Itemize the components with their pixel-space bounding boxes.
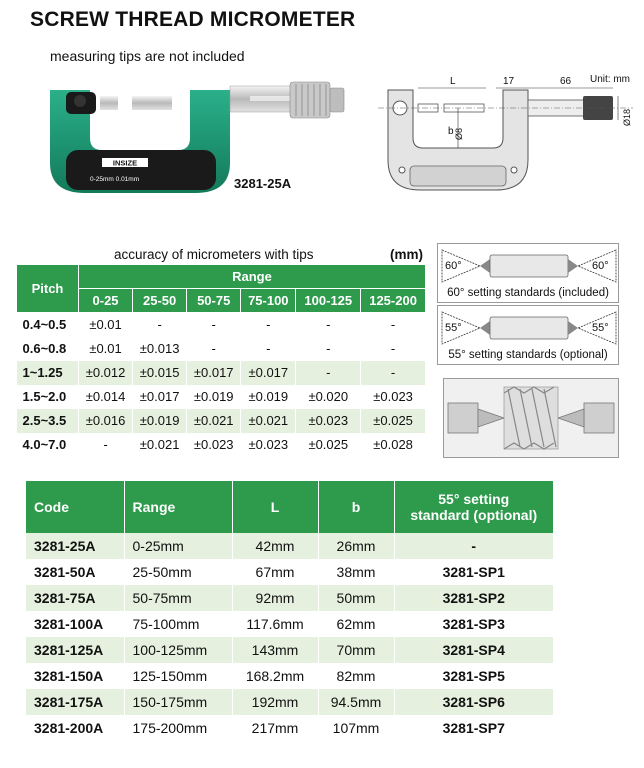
- range-cell: 25-50mm: [124, 559, 232, 585]
- accuracy-cell: -: [241, 313, 296, 337]
- accuracy-cell: ±0.019: [133, 409, 187, 433]
- scale-text: 0-25mm 0.01mm: [90, 176, 140, 183]
- L-cell: 42mm: [232, 533, 318, 559]
- L-cell: 67mm: [232, 559, 318, 585]
- table-row: [26, 689, 554, 715]
- standard-60-caption: 60° setting standards (included): [447, 287, 609, 299]
- accuracy-cell: -: [133, 313, 187, 337]
- setting-standard-header: [394, 481, 554, 533]
- standard-cell: 3281-SP1: [394, 559, 554, 585]
- accuracy-cell: ±0.014: [79, 385, 133, 409]
- standard-cell: 3281-SP3: [394, 611, 554, 637]
- micrometer-photo: [20, 68, 350, 218]
- b-cell: 38mm: [318, 559, 394, 585]
- accuracy-cell: ±0.025: [296, 433, 361, 457]
- accuracy-cell: ±0.021: [241, 409, 296, 433]
- accuracy-cell: ±0.013: [133, 337, 187, 361]
- setting-standard-header-line1: 55° setting: [438, 491, 510, 507]
- thread-illustration: [443, 378, 619, 458]
- dimension-drawing: [378, 68, 638, 218]
- range-col: 75-100: [241, 289, 296, 313]
- dim-b: b: [448, 126, 454, 137]
- range-cell: 75-100mm: [124, 611, 232, 637]
- range-col: 100-125: [296, 289, 361, 313]
- accuracy-cell: -: [79, 433, 133, 457]
- dim-L: L: [450, 76, 456, 87]
- table-row: [26, 637, 554, 663]
- table-row: [26, 533, 554, 559]
- code-cell: 3281-175A: [26, 689, 124, 715]
- range-col: 125-200: [361, 289, 426, 313]
- accuracy-unit: (mm): [390, 247, 423, 262]
- table-row: [26, 663, 554, 689]
- accuracy-cell: ±0.019: [241, 385, 296, 409]
- b-header: b: [318, 481, 394, 533]
- range-col: 50-75: [187, 289, 241, 313]
- b-cell: 70mm: [318, 637, 394, 663]
- angle-label-right: 60°: [592, 260, 609, 272]
- standard-cell: 3281-SP6: [394, 689, 554, 715]
- range-header: Range: [79, 265, 426, 289]
- accuracy-cell: -: [241, 337, 296, 361]
- accuracy-cell: -: [361, 361, 426, 385]
- range-cell: 150-175mm: [124, 689, 232, 715]
- subtitle: measuring tips are not included: [50, 48, 245, 64]
- code-cell: 3281-75A: [26, 585, 124, 611]
- accuracy-cell: ±0.017: [133, 385, 187, 409]
- code-table: [26, 481, 554, 741]
- code-cell: 3281-25A: [26, 533, 124, 559]
- table-row: [17, 433, 426, 457]
- accuracy-cell: ±0.021: [133, 433, 187, 457]
- angle-label-right: 55°: [592, 322, 609, 334]
- table-row: [26, 585, 554, 611]
- setting-standard-60: [437, 243, 619, 303]
- L-cell: 192mm: [232, 689, 318, 715]
- standard-cell: 3281-SP5: [394, 663, 554, 689]
- pitch-cell: 0.4~0.5: [17, 313, 79, 337]
- table-row: [26, 715, 554, 741]
- accuracy-title: accuracy of micrometers with tips: [114, 247, 314, 262]
- accuracy-cell: ±0.012: [79, 361, 133, 385]
- code-header: Code: [26, 481, 124, 533]
- accuracy-cell: ±0.023: [361, 385, 426, 409]
- setting-standard-header-line2: standard (optional): [410, 507, 538, 523]
- L-header: L: [232, 481, 318, 533]
- setting-standard-55: [437, 305, 619, 365]
- accuracy-cell: ±0.025: [361, 409, 426, 433]
- accuracy-cell: -: [187, 313, 241, 337]
- angle-label-left: 60°: [445, 260, 462, 272]
- L-cell: 143mm: [232, 637, 318, 663]
- L-cell: 92mm: [232, 585, 318, 611]
- b-cell: 26mm: [318, 533, 394, 559]
- standard-cell: -: [394, 533, 554, 559]
- dim-66: 66: [560, 76, 572, 87]
- table-row: [17, 361, 426, 385]
- accuracy-cell: ±0.023: [296, 409, 361, 433]
- accuracy-cell: -: [296, 313, 361, 337]
- thread-measuring-icon: [444, 379, 618, 457]
- photo-model-label: 3281-25A: [234, 176, 292, 191]
- code-cell: 3281-50A: [26, 559, 124, 585]
- accuracy-cell: ±0.021: [187, 409, 241, 433]
- page-title: SCREW THREAD MICROMETER: [30, 8, 356, 31]
- dim-17: 17: [503, 76, 515, 87]
- accuracy-cell: ±0.01: [79, 337, 133, 361]
- accuracy-cell: ±0.019: [187, 385, 241, 409]
- range-cell: 0-25mm: [124, 533, 232, 559]
- angle-label-left: 55°: [445, 322, 462, 334]
- standard-cell: 3281-SP2: [394, 585, 554, 611]
- code-cell: 3281-150A: [26, 663, 124, 689]
- dim-d8: Ø8: [454, 127, 464, 140]
- range-cell: 175-200mm: [124, 715, 232, 741]
- pitch-cell: 0.6~0.8: [17, 337, 79, 361]
- accuracy-cell: ±0.028: [361, 433, 426, 457]
- accuracy-cell: ±0.023: [187, 433, 241, 457]
- b-cell: 50mm: [318, 585, 394, 611]
- dim-d18: Ø18: [622, 108, 632, 126]
- pitch-cell: 4.0~7.0: [17, 433, 79, 457]
- standard-55-caption: 55° setting standards (optional): [448, 349, 608, 361]
- L-cell: 168.2mm: [232, 663, 318, 689]
- b-cell: 107mm: [318, 715, 394, 741]
- accuracy-cell: -: [296, 361, 361, 385]
- brand-name: INSIZE: [112, 158, 138, 168]
- pitch-cell: 1.5~2.0: [17, 385, 79, 409]
- range-cell: 50-75mm: [124, 585, 232, 611]
- pitch-cell: 2.5~3.5: [17, 409, 79, 433]
- accuracy-cell: ±0.023: [241, 433, 296, 457]
- accuracy-cell: ±0.015: [133, 361, 187, 385]
- table-row: [26, 611, 554, 637]
- code-cell: 3281-200A: [26, 715, 124, 741]
- L-cell: 117.6mm: [232, 611, 318, 637]
- code-cell: 3281-100A: [26, 611, 124, 637]
- accuracy-cell: ±0.016: [79, 409, 133, 433]
- code-cell: 3281-125A: [26, 637, 124, 663]
- table-row: [17, 337, 426, 361]
- b-cell: 82mm: [318, 663, 394, 689]
- standard-cell: 3281-SP4: [394, 637, 554, 663]
- range-col: 25-50: [133, 289, 187, 313]
- standard-60-icon: [440, 246, 618, 286]
- accuracy-cell: -: [361, 313, 426, 337]
- accuracy-cell: ±0.020: [296, 385, 361, 409]
- accuracy-cell: -: [187, 337, 241, 361]
- table-row: [17, 409, 426, 433]
- pitch-header: Pitch: [17, 265, 79, 313]
- range-cell: 100-125mm: [124, 637, 232, 663]
- b-cell: 94.5mm: [318, 689, 394, 715]
- pitch-cell: 1~1.25: [17, 361, 79, 385]
- unit-label: Unit: mm: [590, 74, 630, 85]
- accuracy-cell: ±0.017: [241, 361, 296, 385]
- range-col: 0-25: [79, 289, 133, 313]
- accuracy-table: [16, 264, 426, 457]
- standard-cell: 3281-SP7: [394, 715, 554, 741]
- table-row: [17, 313, 426, 337]
- standard-55-icon: [440, 308, 618, 348]
- range-header: Range: [124, 481, 232, 533]
- b-cell: 62mm: [318, 611, 394, 637]
- accuracy-cell: -: [361, 337, 426, 361]
- table-row: [17, 385, 426, 409]
- accuracy-cell: ±0.017: [187, 361, 241, 385]
- accuracy-cell: -: [296, 337, 361, 361]
- accuracy-cell: ±0.01: [79, 313, 133, 337]
- table-row: [26, 559, 554, 585]
- range-cell: 125-150mm: [124, 663, 232, 689]
- L-cell: 217mm: [232, 715, 318, 741]
